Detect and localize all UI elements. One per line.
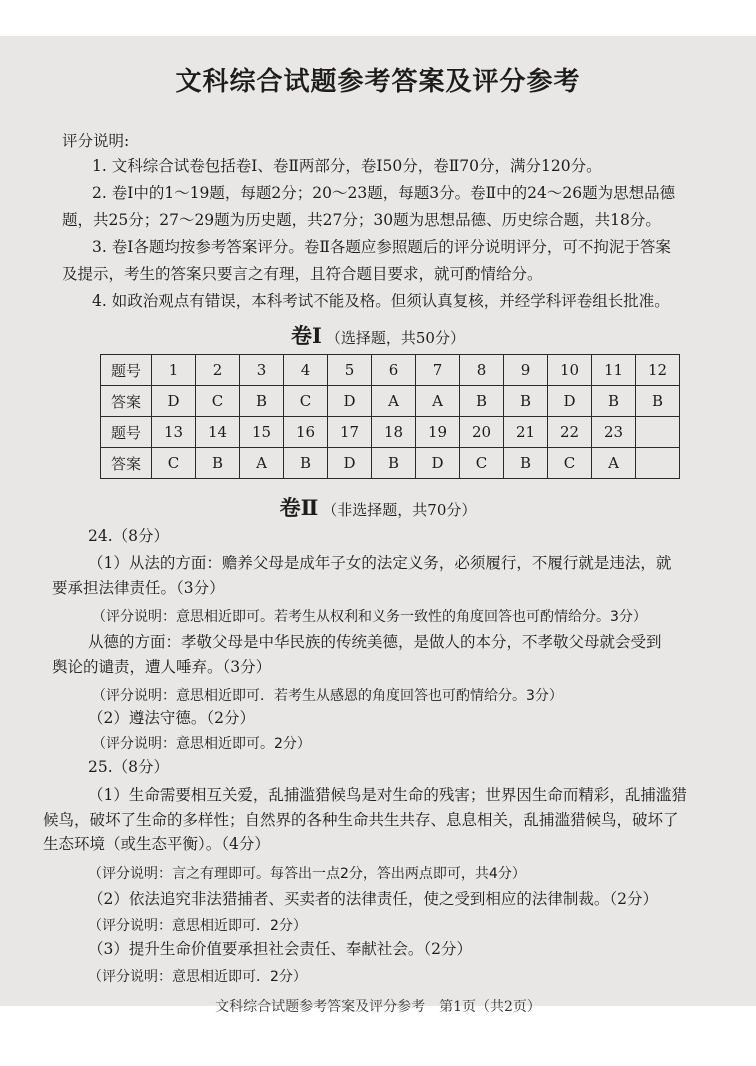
row-label-question: 题号 [101,417,152,448]
question-number: 16 [284,417,328,448]
question-number: 19 [416,417,460,448]
scoring-note-2: 2. 卷Ⅰ中的1～19题，每题2分；20～23题，每题3分。卷Ⅱ中的24～26题为思想品德 [92,184,676,202]
table-row-answers-1 [101,386,680,417]
answer-cell: B [240,386,284,417]
answer-cell: B [636,386,680,417]
answer-cell: A [416,386,460,417]
answer-cell: C [460,448,504,479]
exam-answer-sheet [0,36,756,1015]
question-number: 10 [548,355,592,386]
answer-cell: D [328,448,372,479]
q25-scoring-note: （评分说明：意思相近即可．2分） [88,969,307,985]
document-title: 文科综合试题参考答案及评分参考 [175,67,581,97]
answer-cell: B [460,386,504,417]
section1-title: 卷Ⅰ [291,323,322,348]
q24-answer-line: 舆论的谴责，遭人唾弃。（3分） [52,658,272,676]
q25-answer-line: 生态环境（或生态平衡）。（4分） [43,835,270,853]
scoring-notes-heading: 评分说明: [62,132,130,150]
row-label-answer: 答案 [101,448,152,479]
q24-scoring-note: （评分说明：意思相近即可。2分） [92,736,311,752]
question-number: 4 [284,355,328,386]
table-row-answers-2 [101,448,680,479]
question-number: 3 [240,355,284,386]
question-number: 23 [592,417,636,448]
question-number: 21 [504,417,548,448]
answer-cell: B [592,386,636,417]
q24-answer-line: 要承担法律责任。（3分） [52,579,225,597]
section2-subtitle: （非选择题，共70分） [322,501,477,519]
q25-answer-line: （3）提升生命价值要承担社会责任、奉献社会。（2分） [88,940,472,958]
q25-answer-line: （1）生命需要相互关爱，乱捕滥猎候鸟是对生命的残害；世界因生命而精彩，乱捕滥猎 [88,786,687,804]
answer-cell: C [548,448,592,479]
section1-subtitle: （选择题，共50分） [325,329,465,347]
empty-cell [636,417,680,448]
answer-cell: B [284,448,328,479]
section2-title: 卷Ⅱ [279,495,319,520]
scoring-note-4: 4. 如政治观点有错误，本科考试不能及格。但须认真复核，并经学科评卷组长批准。 [92,292,670,310]
answer-cell: D [328,386,372,417]
question-number: 6 [372,355,416,386]
answer-cell: B [504,386,548,417]
answer-cell: A [592,448,636,479]
question-number: 5 [328,355,372,386]
scoring-note-2-cont: 题，共25分；27～29题为历史题，共27分；30题为思想品德、历史综合题，共18分。 [62,211,661,229]
empty-cell [636,448,680,479]
question-number: 1 [152,355,196,386]
table-row-questions-2 [101,417,680,448]
scoring-note-3-cont: 及提示，考生的答案只要言之有理，且符合题目要求，就可酌情给分。 [62,265,543,283]
answer-cell: D [548,386,592,417]
row-label-answer: 答案 [101,386,152,417]
q25-answer-line: 候鸟，破坏了生命的多样性；自然界的各种生命共生共存、息息相关，乱捕滥猎候鸟，破坏了 [43,811,679,829]
section1-header [0,320,756,350]
row-label-question: 题号 [101,355,152,386]
q24-scoring-note: （评分说明：意思相近即可。若考生从权利和义务一致性的角度回答也可酌情给分。3分） [92,609,647,625]
scoring-note-3: 3. 卷Ⅰ各题均按参考答案评分。卷Ⅱ各题应参照题后的评分说明评分，可不拘泥于答案 [92,238,671,256]
q25-scoring-note: （评分说明：意思相近即可．2分） [88,918,307,934]
question-number: 15 [240,417,284,448]
q25-scoring-note: （评分说明：言之有理即可。每答出一点2分，答出两点即可，共4分） [88,866,526,882]
question-number: 22 [548,417,592,448]
q24-answer-line: 从德的方面：孝敬父母是中华民族的传统美德，是做人的本分，不孝敬父母就会受到 [88,633,662,651]
section2-header [0,492,756,522]
q24-answer-line: （1）从法的方面：赡养父母是成年子女的法定义务，必须履行，不履行就是违法，就 [88,554,672,572]
table-row-questions-1 [101,355,680,386]
page-footer: 文科综合试题参考答案及评分参考 第1页（共2页） [215,999,541,1015]
answer-cell: D [152,386,196,417]
question-number: 9 [504,355,548,386]
q24-scoring-note: （评分说明：意思相近即可．若考生从感恩的角度回答也可酌情给分。3分） [92,688,563,704]
q24-answer-line: （2）遵法守德。（2分） [88,709,255,727]
question-number: 17 [328,417,372,448]
q25-answer-line: （2）依法追究非法猎捕者、买卖者的法律责任，使之受到相应的法律制裁。（2分） [88,890,658,908]
answer-cell: A [240,448,284,479]
question-number: 20 [460,417,504,448]
question-number: 13 [152,417,196,448]
answer-cell: C [196,386,240,417]
answer-cell: B [504,448,548,479]
answer-cell: B [196,448,240,479]
question-number: 12 [636,355,680,386]
question-number: 2 [196,355,240,386]
question-25-heading: 25.（8分） [88,758,170,776]
question-number: 18 [372,417,416,448]
answer-cell: D [416,448,460,479]
question-number: 8 [460,355,504,386]
answer-cell: B [372,448,416,479]
question-24-heading: 24.（8分） [88,527,170,545]
answer-cell: A [372,386,416,417]
scoring-note-1: 1. 文科综合试卷包括卷Ⅰ、卷Ⅱ两部分，卷Ⅰ50分，卷Ⅱ70分，满分120分。 [92,157,602,175]
answer-table [100,354,680,479]
question-number: 11 [592,355,636,386]
question-number: 7 [416,355,460,386]
answer-cell: C [284,386,328,417]
answer-cell: C [152,448,196,479]
question-number: 14 [196,417,240,448]
